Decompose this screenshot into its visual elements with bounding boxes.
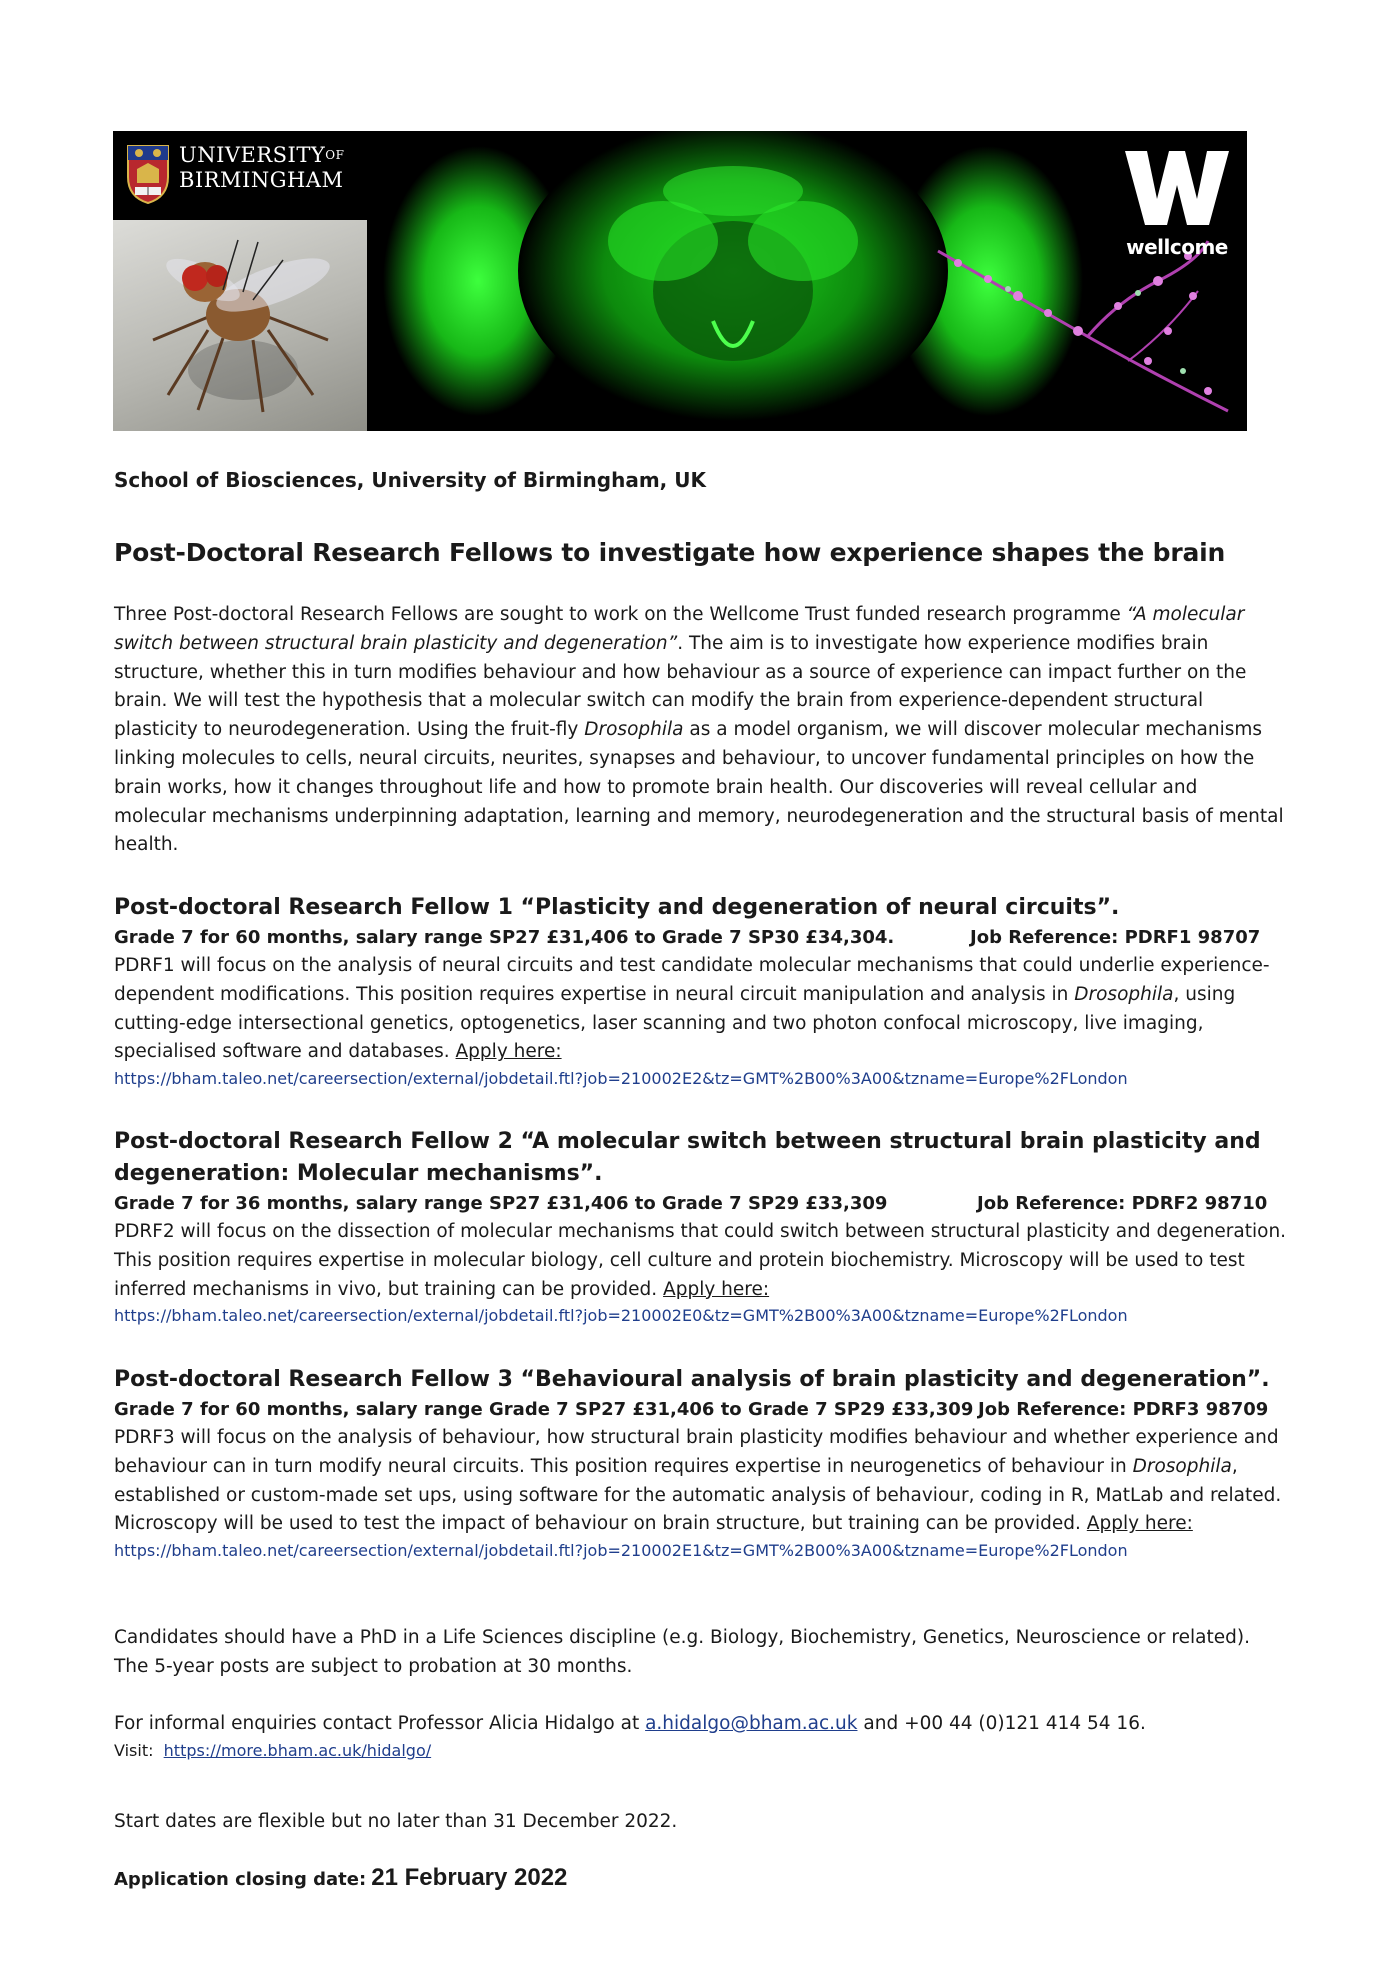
page-title: Post-Doctoral Research Fellows to investigate how experience shapes the brain — [114, 538, 1226, 567]
fruit-fly-photo — [113, 220, 367, 431]
wellcome-w-icon — [1123, 145, 1231, 231]
university-line1: UNIVERSITY — [179, 143, 326, 167]
position-2-desc-part1: PDRF2 will focus on the dissection of molecular mechanisms that could switch between structural plasticity and degeneration. This position requires expertise in molecular biology, cell culture and protein biochemistry. Microscopy will be used to test inferred mechanisms in vivo, but training can be provided. — [114, 1221, 1287, 1300]
intro-part2: . The aim is to investigate how experience modifies brain structure, whether this in turn modifies behaviour and how behaviour as a source of experience can impact further on the brain. We will test the hypothesis that a molecular switch can modify the brain from experience-dependent structural plasticity to neurodegeneration. Using the fruit-fly — [114, 632, 1247, 741]
university-of-birmingham-logo — [121, 139, 381, 209]
position-1-organism: Drosophila — [1074, 983, 1174, 1005]
position-1-apply-link[interactable]: Apply here: — [455, 1041, 562, 1063]
position-1-job-reference: Job Reference: PDRF1 98707 — [970, 927, 1261, 948]
position-3-apply-link[interactable]: Apply here: — [1086, 1513, 1193, 1535]
visit-label: Visit: — [114, 1740, 154, 1760]
university-name — [179, 143, 344, 193]
wellcome-wordmark: wellcome — [1126, 235, 1228, 259]
position-1-url[interactable]: https://bham.taleo.net/careersection/external/jobdetail.ftl?job=210002E2&tz=GMT%2B00%3A00&tzname=Europe%2FLondon — [114, 1069, 1128, 1089]
position-3-description — [114, 1424, 1289, 1539]
position-2-description — [114, 1218, 1289, 1304]
position-3-grade: Grade 7 for 60 months, salary range Grade 7 SP27 £31,406 to Grade 7 SP29 £33,309 — [114, 1399, 974, 1420]
position-2-grade-line — [114, 1190, 1289, 1218]
position-1-desc-part2: , using cutting-edge intersectional genetics, optogenetics, laser scanning and two photon confocal microscopy, live imaging, specialised software and databases. — [114, 983, 1236, 1063]
position-3-desc-part2: , established or custom-made set ups, using software for the automatic analysis of behaviour, coding in R, MatLab and related. Microscopy will be used to test the impact of behaviour on brain structure, but training can be provided. — [114, 1455, 1282, 1535]
position-1-desc-part1: PDRF1 will focus on the analysis of neural circuits and test candidate molecular mechanisms that could underlie experience-dependent modifications. This position requires expertise in neural circuit manipulation and analysis in — [114, 955, 1270, 1005]
closing-date-line — [114, 1864, 1289, 1892]
position-1-grade: Grade 7 for 60 months, salary range SP27 £31,406 to Grade 7 SP30 £34,304. — [114, 927, 895, 948]
intro-part3: as a model organism, we will discover molecular mechanisms linking molecules to cells, neural circuits, neurites, synapses and behaviour, to uncover fundamental principles on how the brain works, how it changes throughout life and how to promote brain health. Our discoveries will reveal cellular and molecular mechanisms underpinning adaptation, learning and memory, neurodegeneration and the structural basis of mental health. — [114, 719, 1284, 856]
position-3-grade-line — [114, 1396, 1289, 1424]
candidate-requirements: Candidates should have a PhD in a Life Sciences discipline (e.g. Biology, Biochemistry, Genetics, Neuroscience or related). The 5-year posts are subject to probation at 30 months. — [114, 1627, 1250, 1677]
position-1-description — [114, 952, 1289, 1067]
position-2-heading: Post-doctoral Research Fellow 2 “A molecular switch between structural brain plasticity and degeneration: Molecular mechanisms”. — [114, 1129, 1261, 1186]
position-2-grade: Grade 7 for 36 months, salary range SP27 £31,406 to Grade 7 SP29 £33,309 — [114, 1193, 888, 1214]
school-heading: School of Biosciences, University of Birmingham, UK — [114, 468, 706, 492]
wellcome-logo — [1123, 145, 1231, 259]
contact-phone: and +00 44 (0)121 414 54 16. — [857, 1713, 1146, 1734]
position-3-url[interactable]: https://bham.taleo.net/careersection/external/jobdetail.ftl?job=210002E1&tz=GMT%2B00%3A00&tzname=Europe%2FLondon — [114, 1541, 1128, 1561]
enquiries-block — [114, 1710, 1289, 1763]
university-crest-icon — [125, 143, 171, 205]
position-3-desc-part1: PDRF3 will focus on the analysis of behaviour, how structural brain plasticity modifies behaviour and whether experience and behaviour can in turn modify neural circuits. This position requires expertise in neurogenetics of behaviour in — [114, 1427, 1279, 1477]
position-2-apply-link[interactable]: Apply here: — [663, 1278, 770, 1300]
position-1-heading: Post-doctoral Research Fellow 1 “Plasticity and degeneration of neural circuits”. — [114, 895, 1120, 920]
position-1 — [114, 892, 1289, 1091]
position-2-job-reference: Job Reference: PDRF2 98710 — [977, 1193, 1268, 1214]
position-3-job-reference: Job Reference: PDRF3 98709 — [978, 1399, 1269, 1420]
position-1-grade-line — [114, 924, 1289, 952]
contact-email-link[interactable]: a.hidalgo@bham.ac.uk — [645, 1713, 858, 1734]
start-dates: Start dates are flexible but no later than 31 December 2022. — [114, 1811, 678, 1832]
enquiries-text: For informal enquiries contact Professor Alicia Hidalgo at — [114, 1713, 646, 1734]
position-2-url[interactable]: https://bham.taleo.net/careersection/external/jobdetail.ftl?job=210002E0&tz=GMT%2B00%3A00&tzname=Europe%2FLondon — [114, 1306, 1128, 1326]
position-3 — [114, 1364, 1289, 1563]
university-line2: BIRMINGHAM — [179, 168, 344, 192]
intro-part1: Three Post-doctoral Research Fellows are sought to work on the Wellcome Trust funded research programme — [114, 604, 1127, 625]
programme-title: “A molecular switch between structural brain plasticity and degeneration” — [114, 604, 1245, 654]
university-of: OF — [325, 148, 345, 162]
intro-paragraph — [114, 601, 1289, 860]
closing-date-label: Application closing date: — [114, 1869, 367, 1890]
lab-website-link[interactable]: https://more.bham.ac.uk/hidalgo/ — [163, 1740, 432, 1760]
enquiries-line — [114, 1710, 1289, 1739]
position-3-organism: Drosophila — [1132, 1455, 1232, 1477]
position-3-heading: Post-doctoral Research Fellow 3 “Behavioural analysis of brain plasticity and degeneration”. — [114, 1367, 1270, 1392]
position-2 — [114, 1126, 1289, 1328]
closing-date-value: 21 February 2022 — [371, 1864, 568, 1891]
organism-name: Drosophila — [584, 719, 684, 741]
visit-line — [114, 1739, 1289, 1763]
header-banner — [113, 131, 1247, 431]
